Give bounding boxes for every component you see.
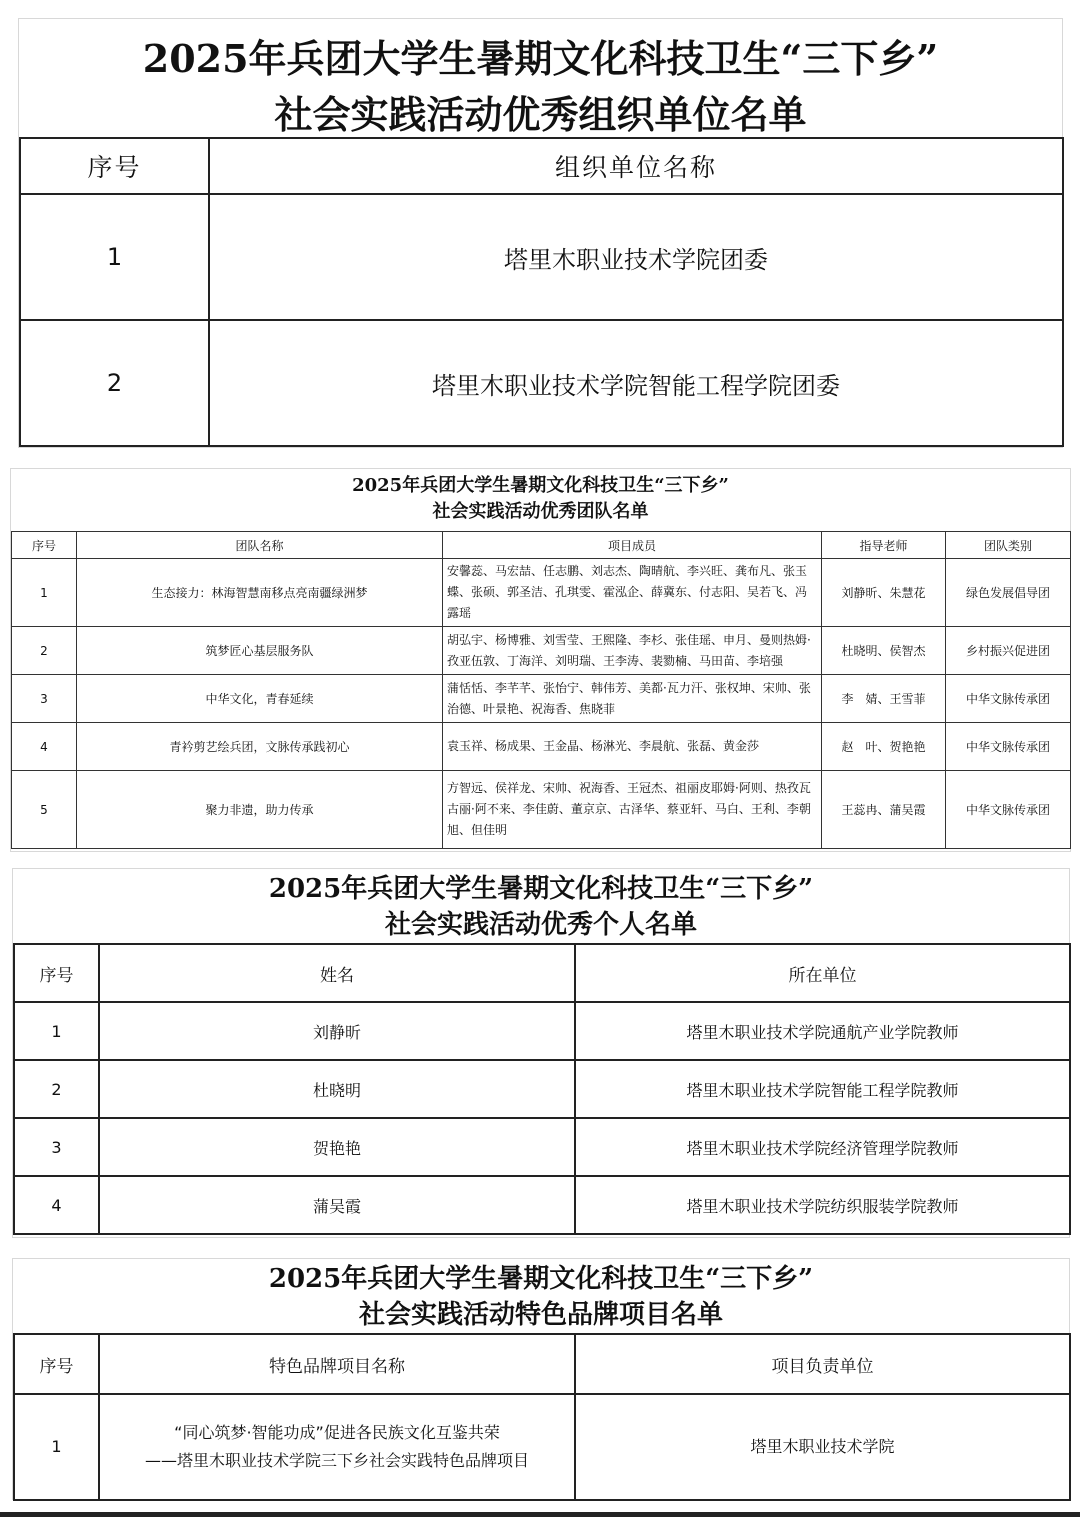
team-list-title-line2: 社会实践活动优秀团队名单: [432, 501, 649, 522]
team-category: 乡村振兴促进团: [946, 627, 1071, 675]
person-name: 蒲吴霞: [99, 1176, 575, 1234]
org-name: 塔里木职业技术学院团委: [209, 194, 1063, 320]
team-members: 袁玉祥、杨成果、王金晶、杨淋光、李晨航、张磊、黄金莎: [443, 723, 822, 771]
row-index: 1: [12, 559, 77, 627]
team-advisors: 李 婧、王雪菲: [822, 675, 946, 723]
header-advisors: 指导老师: [822, 532, 946, 559]
header-responsible-unit: 项目负责单位: [575, 1334, 1070, 1394]
org-name: 塔里木职业技术学院智能工程学院团委: [209, 320, 1063, 446]
brand-project-title: [13, 1261, 1069, 1333]
header-index: 序号: [14, 944, 99, 1002]
team-category: 中华文脉传承团: [946, 675, 1071, 723]
header-team-name: 团队名称: [77, 532, 443, 559]
team-advisors: 赵 叶、贺艳艳: [822, 723, 946, 771]
individual-list-section: [12, 868, 1070, 1238]
team-list-title: [11, 473, 1070, 525]
team-members: 安馨蕊、马宏喆、任志鹏、刘志杰、陶晴航、李兴旺、龚布凡、张玉蝶、张硕、郭圣洁、孔琪雯、霍泓企、薛冀东、付志阳、吴若飞、冯露瑶: [443, 559, 822, 627]
team-category: 中华文脉传承团: [946, 723, 1071, 771]
table-row: [12, 675, 1071, 723]
row-index: 1: [20, 194, 209, 320]
person-name: 杜晓明: [99, 1060, 575, 1118]
person-unit: 塔里木职业技术学院通航产业学院教师: [575, 1002, 1070, 1060]
table-header-row: [14, 1334, 1070, 1394]
row-index: 2: [20, 320, 209, 446]
header-index: 序号: [12, 532, 77, 559]
org-list-title: [19, 31, 1062, 143]
team-category: 中华文脉传承团: [946, 771, 1071, 849]
team-advisors: 杜晓明、侯智杰: [822, 627, 946, 675]
header-index: 序号: [20, 138, 209, 194]
individual-list-title: [13, 871, 1069, 943]
team-category: 绿色发展倡导团: [946, 559, 1071, 627]
team-members: 蒲恬恬、李芊芊、张怡宁、韩伟芳、美都·瓦力汗、张权坤、宋帅、张治德、叶景艳、祝海香、焦晓菲: [443, 675, 822, 723]
project-unit: 塔里木职业技术学院: [575, 1394, 1070, 1500]
row-index: 3: [12, 675, 77, 723]
table-row: [14, 1060, 1070, 1118]
brand-project-section: [12, 1258, 1070, 1500]
person-unit: 塔里木职业技术学院智能工程学院教师: [575, 1060, 1070, 1118]
team-name: 筑梦匠心基层服务队: [77, 627, 443, 675]
row-index: 1: [14, 1002, 99, 1060]
brand-project-title-line1: 2025年兵团大学生暑期文化科技卫生“三下乡”: [268, 1264, 814, 1294]
table-row: [20, 194, 1063, 320]
person-unit: 塔里木职业技术学院纺织服装学院教师: [575, 1176, 1070, 1234]
person-name: 刘静昕: [99, 1002, 575, 1060]
project-name-line2: ——塔里木职业技术学院三下乡社会实践特色品牌项目: [144, 1451, 529, 1470]
table-row: [14, 1002, 1070, 1060]
team-advisors: 王蕊冉、蒲吴霞: [822, 771, 946, 849]
row-index: 4: [12, 723, 77, 771]
org-list-title-line2: 社会实践活动优秀组织单位名单: [274, 92, 807, 137]
row-index: 3: [14, 1118, 99, 1176]
individual-list-table: [13, 943, 1071, 1235]
person-unit: 塔里木职业技术学院经济管理学院教师: [575, 1118, 1070, 1176]
individual-list-title-line1: 2025年兵团大学生暑期文化科技卫生“三下乡”: [268, 874, 814, 904]
header-category: 团队类别: [946, 532, 1071, 559]
team-list-table: [11, 531, 1071, 849]
table-row: [14, 1176, 1070, 1234]
table-header-row: [20, 138, 1063, 194]
project-name-line1: “同心筑梦·智能功成”促进各民族文化互鉴共荣: [174, 1423, 500, 1442]
table-row: [12, 627, 1071, 675]
brand-project-title-line2: 社会实践活动特色品牌项目名单: [358, 1300, 723, 1330]
row-index: 2: [14, 1060, 99, 1118]
row-index: 2: [12, 627, 77, 675]
table-header-row: [12, 532, 1071, 559]
table-row: [12, 723, 1071, 771]
team-name: 聚力非遗，助力传承: [77, 771, 443, 849]
bottom-border: [0, 1512, 1080, 1517]
header-name: 姓名: [99, 944, 575, 1002]
team-advisors: 刘静昕、朱慧花: [822, 559, 946, 627]
person-name: 贺艳艳: [99, 1118, 575, 1176]
row-index: 5: [12, 771, 77, 849]
header-project-name: 特色品牌项目名称: [99, 1334, 575, 1394]
individual-list-title-line2: 社会实践活动优秀个人名单: [384, 910, 697, 940]
team-list-section: [10, 468, 1071, 852]
table-row: [12, 559, 1071, 627]
team-name: 中华文化，青春延续: [77, 675, 443, 723]
table-row: [20, 320, 1063, 446]
team-members: 胡弘宇、杨博雅、刘雪莹、王熙隆、李杉、张佳瑶、申月、曼则热姆·孜亚伍敦、丁海洋、刘明瑞、王李涛、裴勠楠、马田苗、李培强: [443, 627, 822, 675]
team-list-title-line1: 2025年兵团大学生暑期文化科技卫生“三下乡”: [352, 475, 729, 496]
table-row: [14, 1118, 1070, 1176]
row-index: 1: [14, 1394, 99, 1500]
table-row: [14, 1394, 1070, 1500]
header-org-name: 组织单位名称: [209, 138, 1063, 194]
header-unit: 所在单位: [575, 944, 1070, 1002]
org-list-section: [18, 18, 1063, 448]
row-index: 4: [14, 1176, 99, 1234]
team-name: 生态接力：林海智慧南移点亮南疆绿洲梦: [77, 559, 443, 627]
team-name: 青衿剪艺绘兵团，文脉传承践初心: [77, 723, 443, 771]
team-members: 方智远、侯祥龙、宋帅、祝海香、王冠杰、祖丽皮耶姆·阿则、热孜瓦古丽·阿不来、李佳蔚、董京京、古泽华、蔡亚轩、马白、王利、李朝旭、但佳明: [443, 771, 822, 849]
table-row: [12, 771, 1071, 849]
org-list-title-line1: 2025年兵团大学生暑期文化科技卫生“三下乡”: [142, 36, 939, 81]
table-header-row: [14, 944, 1070, 1002]
brand-project-table: [13, 1333, 1071, 1501]
project-name: [99, 1394, 575, 1500]
header-index: 序号: [14, 1334, 99, 1394]
org-list-table: [19, 137, 1064, 447]
header-members: 项目成员: [443, 532, 822, 559]
